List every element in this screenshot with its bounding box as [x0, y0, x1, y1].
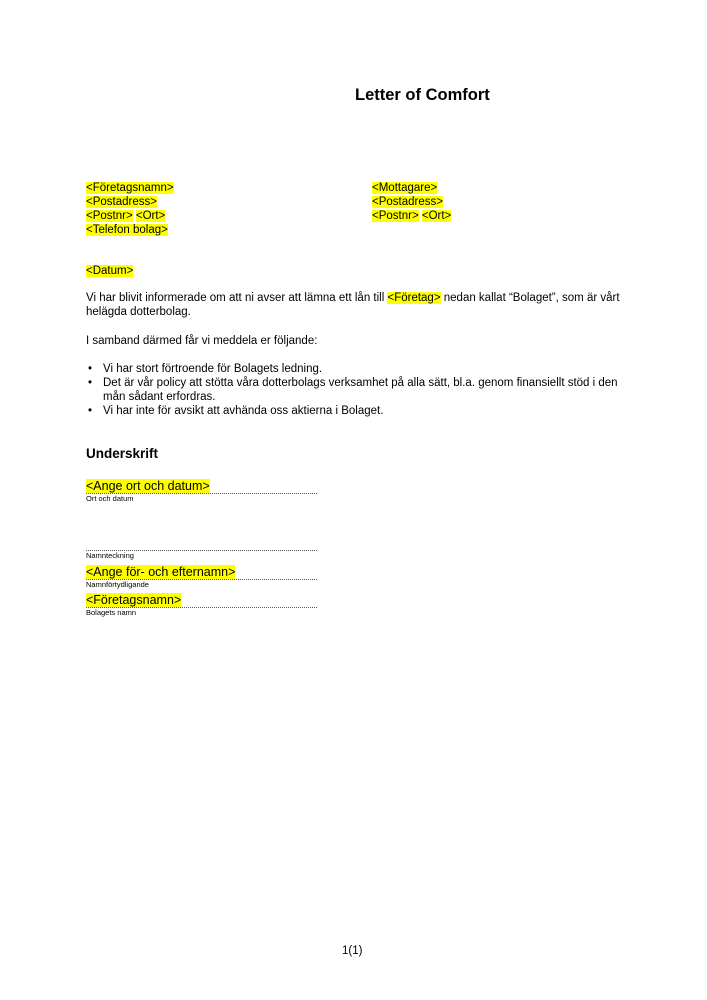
recipient-postal-code[interactable]: <Postnr>	[372, 210, 419, 222]
company-name-placeholder[interactable]: <Företagsnamn>	[86, 593, 182, 607]
full-name-placeholder[interactable]: <Ange för- och efternamn>	[86, 565, 236, 579]
statement-list	[86, 362, 626, 418]
signature-field-company-name	[86, 593, 317, 618]
recipient-postal-address[interactable]: <Postadress>	[372, 196, 443, 208]
list-item: • Det är vår policy att stötta våra dotterbolags verksamhet på alla sätt, bl.a. genom finansiellt stöd i den mån sådant erfordras.	[86, 376, 626, 404]
intro-paragraph	[86, 291, 626, 319]
sender-postal-address[interactable]: <Postadress>	[86, 196, 157, 208]
signature-heading: Underskrift	[86, 446, 159, 461]
page-number: 1(1)	[342, 945, 363, 957]
intro-text-before: Vi har blivit informerade om att ni avser att lämna ett lån till	[86, 292, 388, 304]
date-placeholder[interactable]: <Datum>	[86, 265, 134, 277]
place-date-placeholder[interactable]: <Ange ort och datum>	[86, 479, 210, 493]
date-line	[86, 264, 133, 278]
list-item: • Vi har inte för avsikt att avhända oss aktierna i Bolaget.	[86, 404, 626, 418]
sender-address-block	[86, 181, 174, 237]
signature-label: Namnteckning	[86, 551, 134, 560]
recipient-address-block	[372, 181, 451, 223]
name-clarification-label: Namnförtydligande	[86, 580, 149, 589]
document-title: Letter of Comfort	[355, 86, 490, 104]
recipient-city[interactable]: <Ort>	[421, 210, 452, 222]
company-placeholder[interactable]: <Företag>	[387, 292, 441, 304]
sender-postal-code[interactable]: <Postnr>	[86, 210, 133, 222]
sender-city[interactable]: <Ort>	[135, 210, 166, 222]
signature-field-signature	[86, 536, 317, 561]
intro-text-after: nedan kallat “Bolaget”, som är vårt helägda dotterbolag.	[86, 292, 620, 318]
signature-field-place-date	[86, 479, 317, 504]
sender-company-name[interactable]: <Företagsnamn>	[86, 182, 174, 194]
sender-phone[interactable]: <Telefon bolag>	[86, 224, 168, 236]
signature-space[interactable]	[86, 536, 317, 550]
recipient-name[interactable]: <Mottagare>	[372, 182, 438, 194]
lead-in-paragraph: I samband därmed får vi meddela er följande:	[86, 335, 318, 347]
list-item: • Vi har stort förtroende för Bolagets ledning.	[86, 362, 626, 376]
company-name-label: Bolagets namn	[86, 608, 137, 617]
place-date-label: Ort och datum	[86, 494, 134, 503]
signature-field-name-clarification	[86, 565, 317, 590]
